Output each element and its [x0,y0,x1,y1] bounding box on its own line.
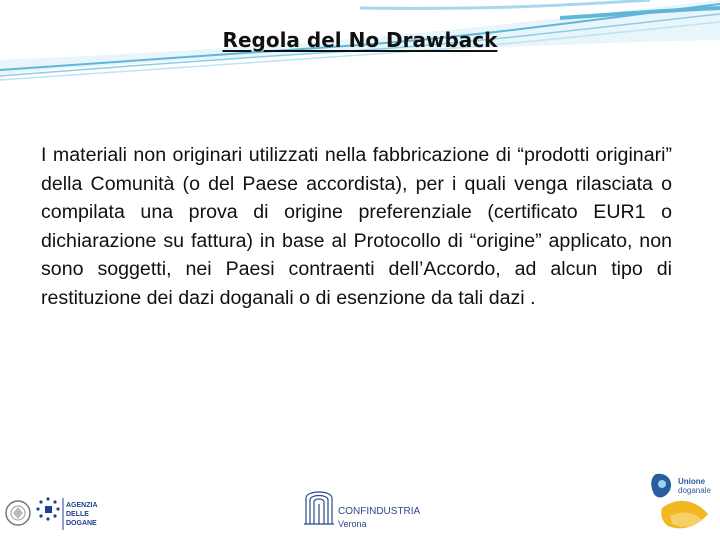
agenzia-line1: AGENZIA [66,502,98,509]
body-paragraph: I materiali non originari utilizzati nella fabbricazione di “prodotti originari” della Comunità (o del Paese accordista), per i quali venga rilasciata o compilata una prova di origine preferenziale (certificato EUR1 o dichiarazione su fattura) in base al Protocollo di “origine” applicato, non sono soggetti, nei Paesi contraenti dell’Accordo, ad alcun tipo di restituzione dei dazi doganali o di esenzione da tali dazi . [41,144,672,309]
unione-doganale-logo [648,470,720,540]
agenzia-line2: DELLE [66,511,89,518]
slide-title: Regola del No Drawback [222,28,498,52]
confindustria-emblem-icon [304,492,334,524]
unione-line2: doganale [678,486,711,495]
emblem-logo [4,497,32,529]
agenzia-line3: DOGANE [66,520,97,527]
confindustria-name: CONFINDUSTRIA [338,506,421,517]
confindustria-logo [300,484,430,530]
agenzia-dogane-logo [32,494,112,534]
confindustria-city: Verona [338,519,367,529]
unione-line1: Unione [678,477,706,486]
